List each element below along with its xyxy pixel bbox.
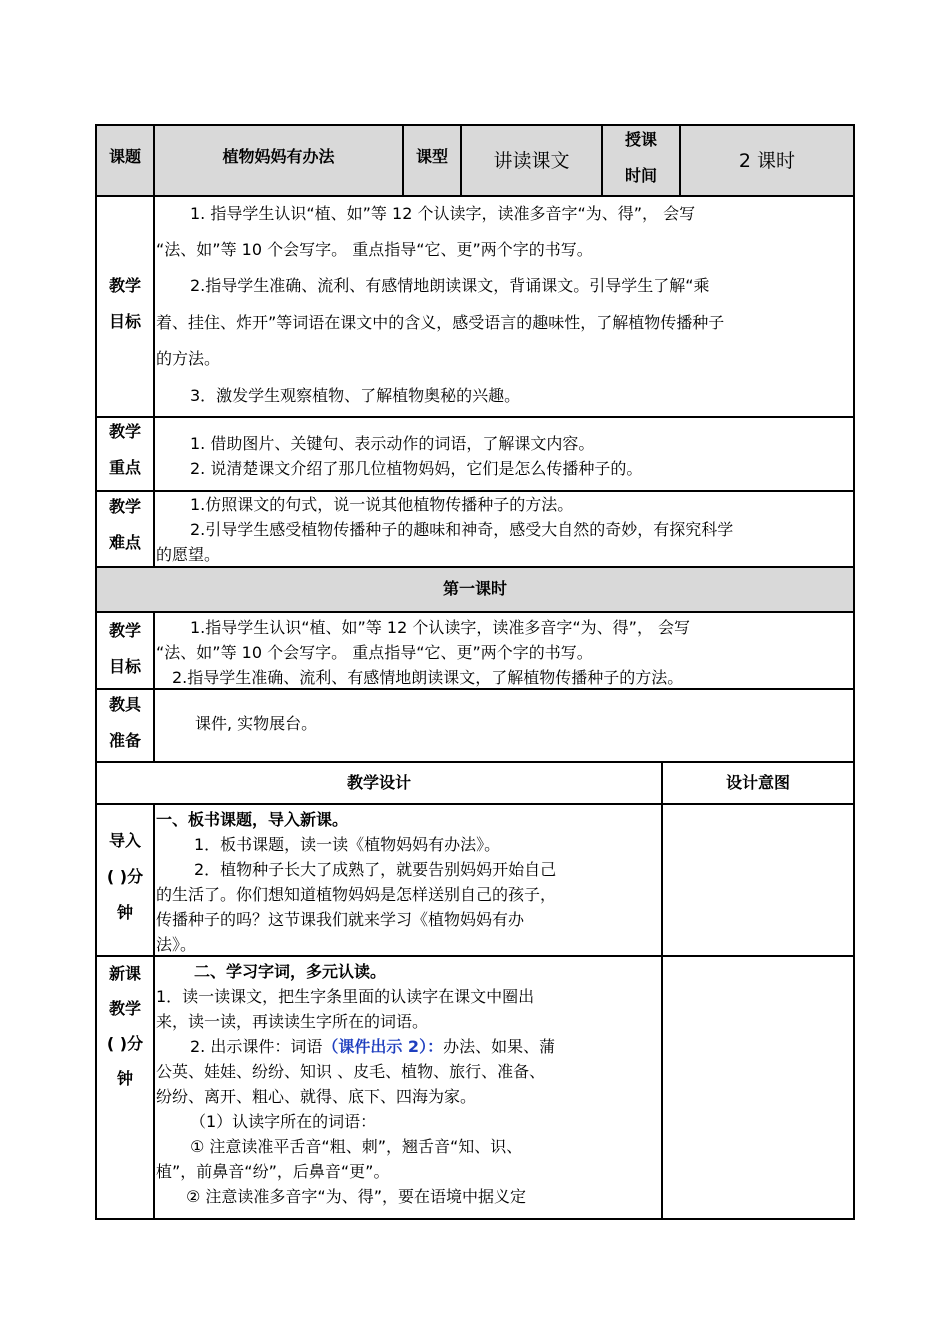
lesson1-goals-line: 1.指导学生认识“植、如”等 12 个认读字，读准多音字“为、得”， 会写 bbox=[190, 618, 691, 637]
newlesson-label-3: ( )分 bbox=[106, 1034, 144, 1053]
newlesson-line: 来，读一读，再读读生字所在的词语。 bbox=[156, 1012, 429, 1031]
intro-title: 一、板书课题，导入新课。 bbox=[156, 810, 349, 829]
newlesson-line-courseware bbox=[190, 1034, 555, 1059]
courseware-words: 办法、如果、蒲 bbox=[443, 1037, 556, 1056]
tools-label-2: 准备 bbox=[108, 731, 141, 750]
keypoints-label-1: 教学 bbox=[108, 422, 141, 441]
time-label-1: 授课 bbox=[624, 130, 657, 149]
tools-label-1: 教具 bbox=[108, 695, 141, 714]
difficulties-line: 1.仿照课文的句式，说一说其他植物传播种子的方法。 bbox=[190, 495, 574, 514]
keypoints-line: 2. 说清楚课文介绍了那几位植物妈妈，它们是怎么传播种子的。 bbox=[190, 459, 643, 478]
newlesson-label-1: 新课 bbox=[108, 964, 141, 983]
keypoints-label-2: 重点 bbox=[108, 458, 141, 477]
type-label: 课型 bbox=[415, 147, 448, 166]
newlesson-line: 公英、娃娃、纷纷、知识 、皮毛、植物、旅行、准备、 bbox=[156, 1062, 546, 1081]
newlesson-label-2: 教学 bbox=[108, 999, 141, 1018]
courseware-prefix: 2. 出示课件：词语 bbox=[190, 1037, 323, 1056]
topic-value: 植物妈妈有办法 bbox=[222, 147, 335, 166]
goals-line: 的方法。 bbox=[156, 349, 221, 368]
goals-line: 着、挂住、炸开”等词语在课文中的含义，感受语言的趣味性，了解植物传播种子 bbox=[156, 313, 725, 332]
newlesson-line: 1．读一读课文，把生字条里面的认读字在课文中圈出 bbox=[156, 987, 535, 1006]
intro-line: 法》。 bbox=[156, 935, 197, 954]
tools-text: 课件, 实物展台。 bbox=[195, 714, 318, 733]
design-header: 教学设计 bbox=[346, 773, 411, 792]
newlesson-label-4: 钟 bbox=[116, 1069, 133, 1088]
intro-line: 2．植物种子长大了成熟了，就要告别妈妈开始自己 bbox=[194, 860, 557, 879]
goals-line: 3．激发学生观察植物、了解植物奥秘的兴趣。 bbox=[190, 386, 521, 405]
goals-label-2: 目标 bbox=[108, 312, 141, 331]
newlesson-line: 纷纷、离开、粗心、就得、底下、四海为家。 bbox=[156, 1087, 477, 1106]
lesson1-goals-label-2: 目标 bbox=[108, 657, 141, 676]
intro-line: 1．板书课题，读一读《植物妈妈有办法》。 bbox=[194, 835, 501, 854]
type-value: 讲读课文 bbox=[493, 150, 570, 172]
goals-line: “法、如”等 10 个会写字。 重点指导“它、更”两个字的书写。 bbox=[156, 240, 593, 259]
lesson1-goals-label-1: 教学 bbox=[108, 621, 141, 640]
lesson1-goals-line: “法、如”等 10 个会写字。 重点指导“它、更”两个字的书写。 bbox=[156, 643, 593, 662]
intro-label-2: ( )分 bbox=[106, 867, 144, 886]
intro-label-1: 导入 bbox=[108, 831, 141, 850]
newlesson-line: ① 注意读准平舌音“粗、刺”，翘舌音“知、识、 bbox=[190, 1137, 523, 1156]
newlesson-line: （1）认读字所在的词语： bbox=[190, 1112, 377, 1131]
time-label-2: 时间 bbox=[624, 166, 657, 185]
keypoints-line: 1. 借助图片、关键句、表示动作的词语，了解课文内容。 bbox=[190, 434, 595, 453]
lesson1-title: 第一课时 bbox=[442, 579, 507, 598]
lesson1-goals-line: 2.指导学生准确、流利、有感情地朗读课文，了解植物传播种子的方法。 bbox=[172, 668, 684, 687]
goals-label-1: 教学 bbox=[108, 276, 141, 295]
intro-line: 传播种子的吗？这节课我们就来学习《植物妈妈有办 bbox=[156, 910, 525, 929]
courseware-highlight: （课件出示 2）： bbox=[322, 1037, 444, 1056]
difficulties-label-1: 教学 bbox=[108, 497, 141, 516]
goals-line: 1. 指导学生认识“植、如”等 12 个认读字，读准多音字“为、得”， 会写 bbox=[190, 204, 696, 223]
intro-label-3: 钟 bbox=[116, 903, 133, 922]
difficulties-line: 的愿望。 bbox=[156, 545, 221, 564]
newlesson-line: 植”，前鼻音“纷”，后鼻音“更”。 bbox=[156, 1162, 390, 1181]
newlesson-title: 二、学习字词，多元认读。 bbox=[194, 962, 387, 981]
difficulties-line: 2.引导学生感受植物传播种子的趣味和神奇，感受大自然的奇妙，有探究科学 bbox=[190, 520, 734, 539]
intro-line: 的生活了。你们想知道植物妈妈是怎样送别自己的孩子， bbox=[156, 885, 557, 904]
topic-label: 课题 bbox=[108, 147, 141, 166]
goals-line: 2.指导学生准确、流利、有感情地朗读课文，背诵课文。引导学生了解“乘 bbox=[190, 276, 710, 295]
time-value: 2 课时 bbox=[738, 150, 796, 172]
difficulties-label-2: 难点 bbox=[108, 533, 141, 552]
intent-header: 设计意图 bbox=[725, 773, 790, 792]
newlesson-line: ② 注意读准多音字“为、得”，要在语境中据义定 bbox=[186, 1187, 527, 1206]
